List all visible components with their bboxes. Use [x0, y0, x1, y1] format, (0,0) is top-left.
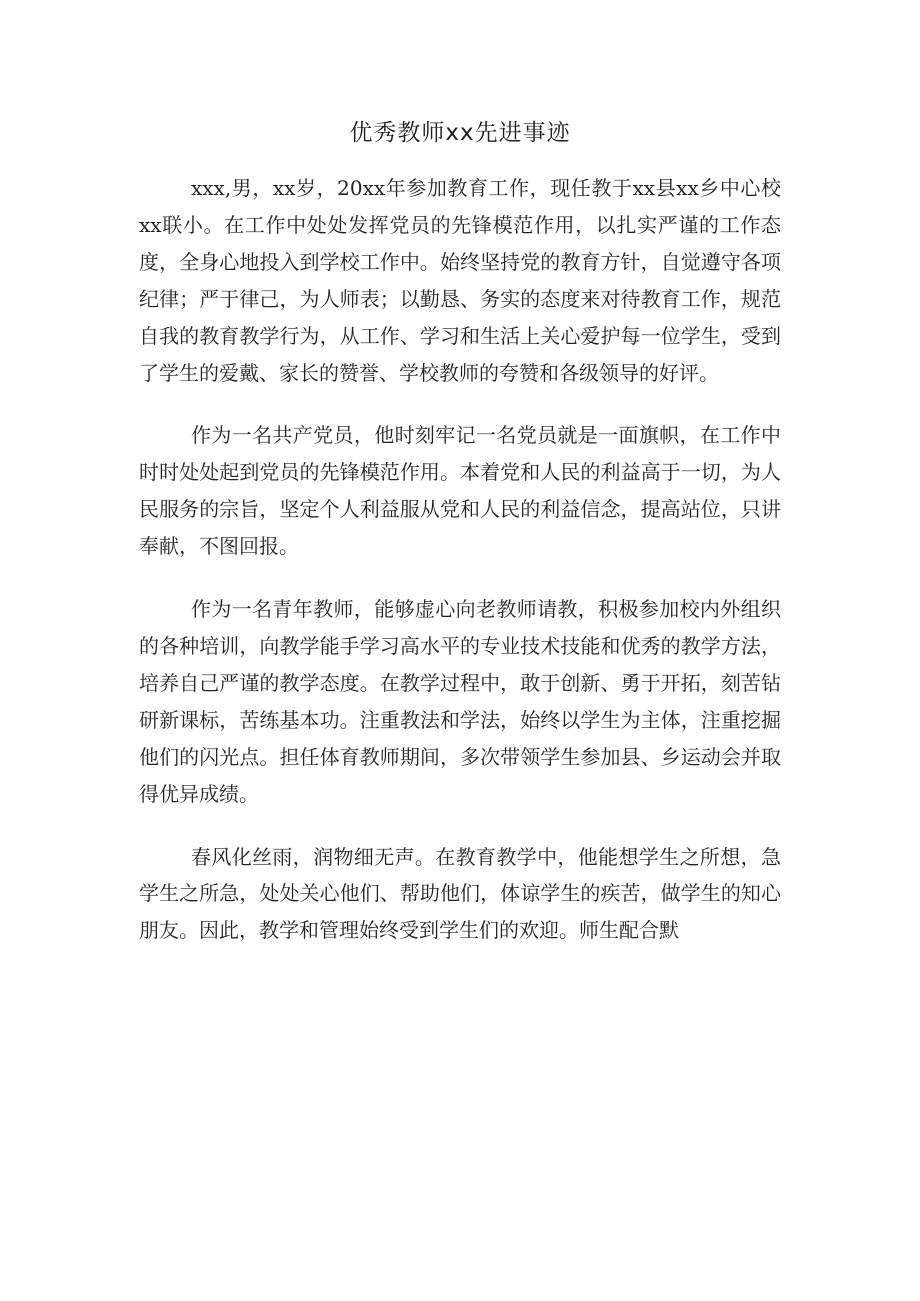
paragraph-3: 作为一名青年教师，能够虚心向老教师请教，积极参加校内外组织的各种培训，向教学能手学习高水平的专业技术技能和优秀的教学方法，培养自己严谨的教学态度。在教学过程中，敢于创新、勇于开拓，刻苦钻研新课标，苦练基本功。注重教法和学法，始终以学生为主体，注重挖掘他们的闪光点。担任体育教师期间，多次带领学生参加县、乡运动会并取得优异成绩。 — [139, 597, 781, 806]
paragraph-4: 春风化丝雨，润物细无声。在教育教学中，他能想学生之所想，急学生之所急，处处关心他们、帮助他们，体谅学生的疾苦，做学生的知心朋友。因此，教学和管理始终受到学生们的欢迎。师生配合默 — [139, 844, 781, 943]
document-body — [139, 170, 781, 975]
paragraph-1: xxx,男，xx岁，20xx年参加教育工作，现任教于xx县xx乡中心校xx联小。在工作中处处发挥党员的先锋模范作用，以扎实严谨的工作态度，全身心地投入到学校工作中。始终坚持党的教育方针，自觉遵守各项纪律；严于律己，为人师表；以勤恳、务实的态度来对待教育工作，规范自我的教育教学行为，从工作、学习和生活上关心爱护每一位学生，受到了学生的爱戴、家长的赞誉、学校教师的夸赞和各级领导的好评。 — [139, 176, 781, 385]
document-title: 优秀教师xx先进事迹 — [349, 120, 571, 146]
paragraph-2: 作为一名共产党员，他时刻牢记一名党员就是一面旗帜，在工作中时时处处起到党员的先锋模范作用。本着党和人民的利益高于一切，为人民服务的宗旨，坚定个人利益服从党和人民的利益信念，提高站位，只讲奉献，不图回报。 — [139, 423, 781, 559]
